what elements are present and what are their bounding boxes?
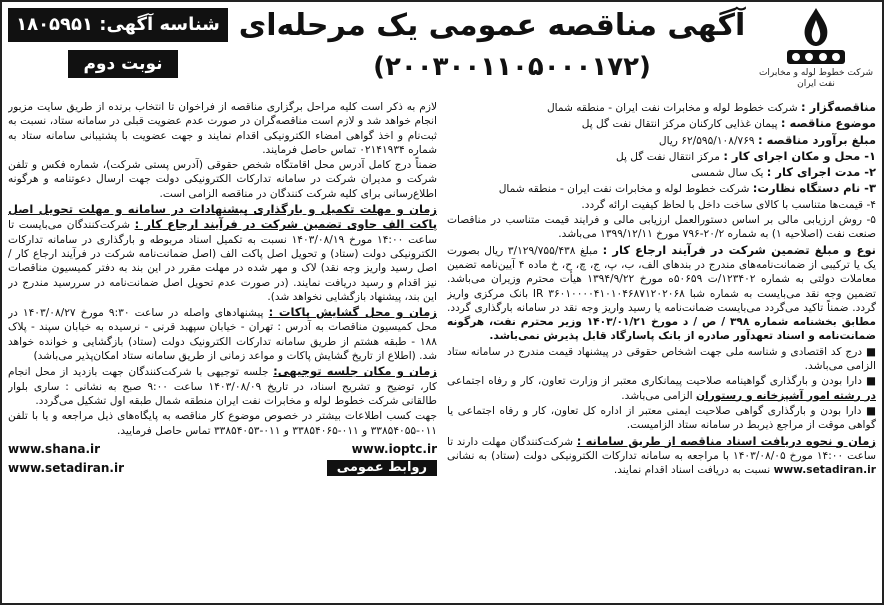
- submission-deadline: زمان و مهلت تکمیل و بارگذاری پیشنهادات در سامانه و مهلت تحویل اصل پاکت الف حاوی تضمین شرکت در فرآیند ارجاع کار : شرکت‌کنندگان می‌بایست تا ساعت ۱۴:۰۰ مورخ ۱۴۰۳/۰۸/۱۹ نسبت به تکمیل اسناد مربوطه و بارگذاری در سامانه تدارکات الکترونیکی دولت (ستاد) و تحویل اصل پاکت الف (اصل ضمانت‌نامه شرکت در فرآیند ارجاع کار / اصل رسید واریز وجه نقد) لاک و مهر شده در مهلت مقرر در این بند به دفتر کمیسیون مناقصات نیز اقدام و رسید دریافت نمایند. (در صورت عدم تحویل اصل ضمانت‌نامه در سررسید مندرج در این بند، پیشنهاد بازگشایی نخواهد شد).: [8, 202, 437, 303]
- process-note: لازم به ذکر است کلیه مراحل برگزاری مناقصه از فراخوان تا انتخاب برنده از طریق سایت مزبور انجام خواهد شد و لازم است مناقصه‌گران در صورت عدم عضویت قبلی در سامانه ستاد، نسبت به ثبت‌نام و اخذ گواهی امضاء الکترونیکی اقدام نمایند و جهت عضویت با پشتیبانی سامانه ستاد به شماره ۰۲۱۴۱۹۳۴ تماس حاصل فرمایند.: [8, 101, 437, 156]
- ad-title: آگهی مناقصه عمومی یک مرحله‌ای: [238, 8, 746, 43]
- item-5: ۵- روش ارزیابی مالی بر اساس دستورالعمل ارزیابی مالی و فرایند قیمت متناسب در مناقصات صنعت نفت (اصلاحیه ۱) به شماره ۲۰/۲-۷۹۶ مورخ ۱۳۹۹/۱۲/۱۱ می‌باشد.: [447, 214, 876, 241]
- duration: ۲- مدت اجرای کار : یک سال شمسی: [691, 165, 876, 180]
- logo-caption: شرکت خطوط لوله و مخابرات نفت ایران: [758, 68, 874, 89]
- opening-time: زمان و محل گشایش پاکات : پیشنهادهای واصله در ساعت ۹:۳۰ مورخ ۱۴۰۳/۰۸/۲۷ در محل کمیسیون مناقصات به آدرس : تهران - خیابان سپهبد قرنی - نرسیده به خیابان سپند - پلاک ۱۸۸ - طبقه هشتم از طریق سامانه تدارکات الکترونیک دولت (ستاد) بازگشایی و خوانده خواهد شد. (اطلاع از تاریخ گشایش پاکات و مواعد زمانی از طریق سامانه ستاد امکان‌پذیر می‌باشد): [8, 305, 437, 363]
- guarantee: نوع و مبلغ تضمین شرکت در فرآیند ارجاع کار : مبلغ ۳/۱۲۹/۷۵۵/۴۳۸ ریال بصورت یک یا ترکیبی از ضمانت‌نامه‌های مندرج در بندهای الف، ب، پ، ج، چ، ح، خ ماده ۴ آیین‌نامه تضمین معاملات دولتی به شماره ۱۲۳۴۰۲/ت ۵۰۶۵۹ه مورخ ۱۳۹۴/۹/۲۲ هیأت محترم وزیران می‌باشد. تضمین وجه نقد می‌بایست به شماره شبا IR ۳۶۰۱۰۰۰۰۴۱۰۱۰۴۶۸۷۱۲۰۲۰۶۸ بانک مرکزی واریز گردد. ضمناً تاکید می‌گردد می‌بایست ضمانت‌نامه یا رسید واریز وجه نقد در سامانه بارگذاری گردد. مطابق بخشنامه شماره ۳۹۸ / ص / د مورخ ۱۴۰۳/۰۱/۲۱ وزیر محترم نفت، هرگونه ضمانت‌نامه و اسناد تعهدآور صادره از بانک پاسارگاد قابل پذیرش نمی‌باشد.: [447, 242, 876, 343]
- bullet-license: ■ دارا بودن و بارگذاری گواهینامه صلاحیت پیمانکاری معتبر از وزارت تعاون، کار و رفاه اجتماعی در رشته امور آشپزخانه و رستوران الزامی می‌باشد.: [447, 375, 876, 402]
- briefing-session: زمان و مکان جلسه توجیهی: جلسه توجیهی با شرکت‌کنندگان جهت بازدید از محل انجام کار، توضیح و تشریح اسناد، در تاریخ ۱۴۰۳/۰۸/۰۹ ساعت ۹:۰۰ صبح به نشانی : ساری بلوار طالقانی شرکت خطوط لوله و مخابرات نفت ایران منطقه شمال طبقه اول تشکیل می‌گردد.: [8, 364, 437, 407]
- bullet-economic-code: ■ درج کد اقتصادی و شناسه ملی جهت اشخاص حقوقی در پیشنهاد قیمت مندرج در سامانه ستاد الزامی می‌باشد.: [447, 345, 876, 373]
- tenderer: مناقصه‌گزار : شرکت خطوط لوله و مخابرات نفت ایران - منطقه شمال: [546, 100, 876, 114]
- setadiran-link[interactable]: www.setadiran.ir: [773, 464, 876, 477]
- setadiran-link-2[interactable]: www.setadiran.ir: [8, 461, 125, 476]
- ad-body: [8, 100, 876, 599]
- item-4: ۴- قیمت‌ها متناسب با کالای ساخت داخل با لحاظ کیفیت ارائه گردد.: [581, 198, 876, 211]
- round-badge: نوبت دوم: [68, 50, 178, 78]
- ad-id-badge: شناسه آگهی: ۱۸۰۵۹۵۱: [8, 8, 228, 42]
- ad-header: [8, 6, 876, 98]
- bullet-safety: ■ دارا بودن و بارگذاری گواهی صلاحیت ایمنی معتبر از اداره کل تعاون، کار و رفاه اجتماعی یا گواهی موقت از مراجع ذیربط در سامانه ستاد الزامیست.: [447, 404, 876, 432]
- contact-info: جهت کسب اطلاعات بیشتر در خصوص موضوع کار مناقصه به پایگاه‌های ذیل مراجعه و یا با تلفن ۰۱۱-۳۳۸۵۴۰۵۵ و ۰۱۱-۳۳۸۵۴۰۶۵ و ۰۱۱-۳۳۸۵۴۰۵۳ تماس حاصل فرمایید.: [8, 410, 437, 437]
- ioptc-link[interactable]: www.ioptc.ir: [351, 441, 437, 456]
- shana-link[interactable]: www.shana.ir: [8, 441, 101, 456]
- subject: موضوع مناقصه : پیمان غذایی کارکنان مرکز انتقال نفت گل پل: [581, 116, 876, 131]
- company-logo: [756, 6, 876, 96]
- supervisor: ۳- نام دستگاه نظارت: شرکت خطوط لوله و مخابرات نفت ایران - منطقه شمال: [498, 181, 876, 196]
- oil-flame-logo-icon: [783, 6, 849, 68]
- left-column: [8, 100, 437, 599]
- documents-receipt: زمان و نحوه دریافت اسناد مناقصه از طریق سامانه : شرکت‌کنندگان مهلت دارند تا ساعت ۱۴:۰۰ مورخ ۱۴۰۳/۰۸/۰۵ با مراجعه به سامانه تدارکات الکترونیکی دولت (ستاد) به نشانی www.setadiran.ir نسبت به دریافت اسناد اقدام نمایند.: [447, 433, 876, 477]
- right-column: [447, 100, 876, 599]
- public-relations: روابط عمومی: [327, 460, 437, 476]
- address-note: ضمناً درج کامل آدرس محل اقامتگاه شخص حقوقی (آدرس پستی شرکت)، شماره فکس و تلفن شرکت و مدیران شرکت در سامانه تدارکات الکترونیکی دولت جهت ارسال دعوتنامه و هرگونه اطلاع‌رسانی برای کلیه شرکت کنندگان در مناقصه الزامی است.: [8, 159, 437, 200]
- location: ۱- محل و مکان اجرای کار : مرکز انتقال نفت گل پل: [615, 148, 876, 163]
- websites-row-2: [8, 460, 437, 476]
- estimate: مبلغ برآورد مناقصه : ۶۲/۵۹۵/۱۰۸/۷۶۹ ریال: [658, 132, 876, 147]
- websites: [8, 442, 437, 456]
- tender-number: (۲۰۰۳۰۰۱۱۰۵۰۰۰۱۷۲): [373, 52, 651, 82]
